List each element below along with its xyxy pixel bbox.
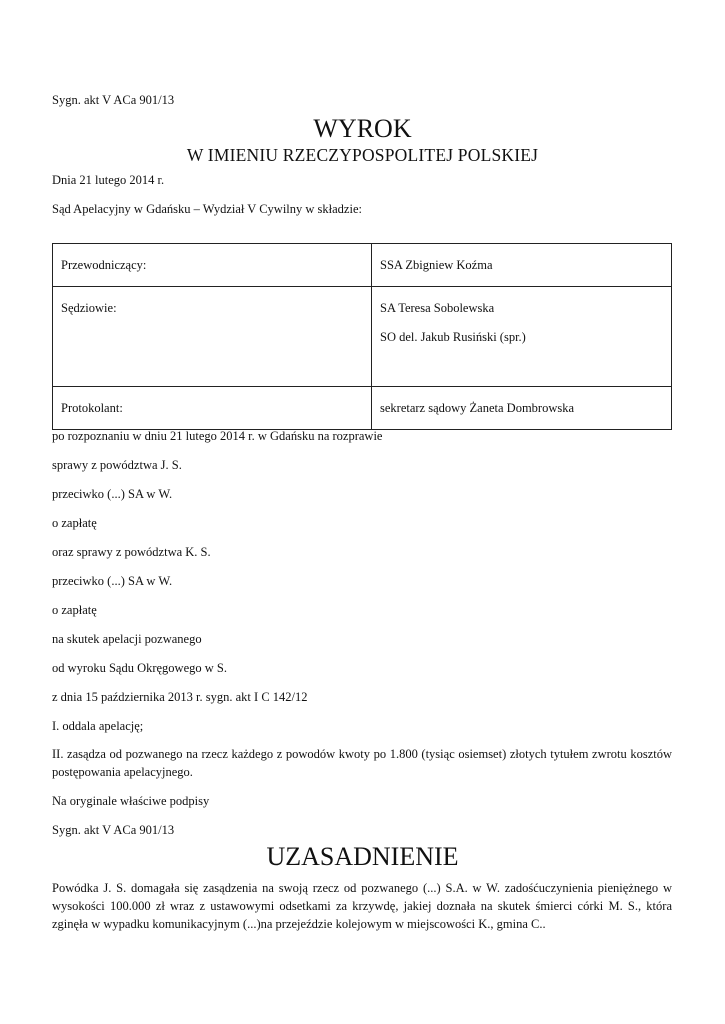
case-number-bottom: Sygn. akt V ACa 901/13 bbox=[52, 823, 175, 837]
clerk-value: sekretarz sądowy Żaneta Dombrowska bbox=[372, 387, 672, 430]
body-line: po rozpoznaniu w dniu 21 lutego 2014 r. w Gdańsku na rozprawie bbox=[52, 429, 383, 443]
body-line: od wyroku Sądu Okręgowego w S. bbox=[52, 661, 227, 675]
body-line: oraz sprawy z powództwa K. S. bbox=[52, 545, 211, 559]
table-row bbox=[53, 387, 672, 430]
body-line: przeciwko (...) SA w W. bbox=[52, 487, 173, 501]
body-line: o zapłatę bbox=[52, 603, 97, 617]
signatures-note: Na oryginale właściwe podpisy bbox=[52, 794, 210, 808]
body-line: przeciwko (...) SA w W. bbox=[52, 574, 173, 588]
judge-name: SO del. Jakub Rusiński (spr.) bbox=[380, 330, 526, 344]
ruling-1: I. oddala apelację; bbox=[52, 719, 144, 733]
ruling-2: II. zasądza od pozwanego na rzecz każdego z powodów kwoty po 1.800 (tysiąc osiemset) złotych tytułem zwrotu kosztów postępowania apelacyjnego. bbox=[52, 747, 672, 779]
court-line: Sąd Apelacyjny w Gdańsku – Wydział V Cywilny w składzie: bbox=[52, 202, 362, 216]
document-title: WYROK bbox=[313, 114, 412, 143]
body-line: sprawy z powództwa J. S. bbox=[52, 458, 182, 472]
clerk-label: Protokolant: bbox=[53, 387, 372, 430]
date-line: Dnia 21 lutego 2014 r. bbox=[52, 173, 165, 187]
presiding-label: Przewodniczący: bbox=[53, 244, 372, 287]
justification-title: UZASADNIENIE bbox=[266, 842, 459, 871]
body-line: o zapłatę bbox=[52, 516, 97, 530]
justification-text: Powódka J. S. domagała się zasądzenia na swoją rzecz od pozwanego (...) S.A. w W. zadośćuczynienia pieniężnego w wysokości 100.000 zł wraz z ustawowymi odsetkami za krzywdę, jakiej doznała na skutek śmierci córki M. S., która zginęła w wypadku komunikacyjnym (...)na przejeździe kolejowym w miejscowości K., gmina C.. bbox=[52, 881, 672, 931]
table-row bbox=[53, 287, 672, 387]
judges-value bbox=[372, 287, 672, 387]
judges-label: Sędziowie: bbox=[53, 287, 372, 387]
table-row bbox=[53, 244, 672, 287]
judge-name: SA Teresa Sobolewska bbox=[380, 301, 495, 315]
document-subtitle: W IMIENIU RZECZYPOSPOLITEJ POLSKIEJ bbox=[186, 145, 539, 165]
body-line: na skutek apelacji pozwanego bbox=[52, 632, 202, 646]
court-panel-table bbox=[52, 243, 672, 430]
case-number-top: Sygn. akt V ACa 901/13 bbox=[52, 93, 175, 107]
body-line: z dnia 15 października 2013 r. sygn. akt I C 142/12 bbox=[52, 690, 308, 704]
presiding-value: SSA Zbigniew Koźma bbox=[372, 244, 672, 287]
